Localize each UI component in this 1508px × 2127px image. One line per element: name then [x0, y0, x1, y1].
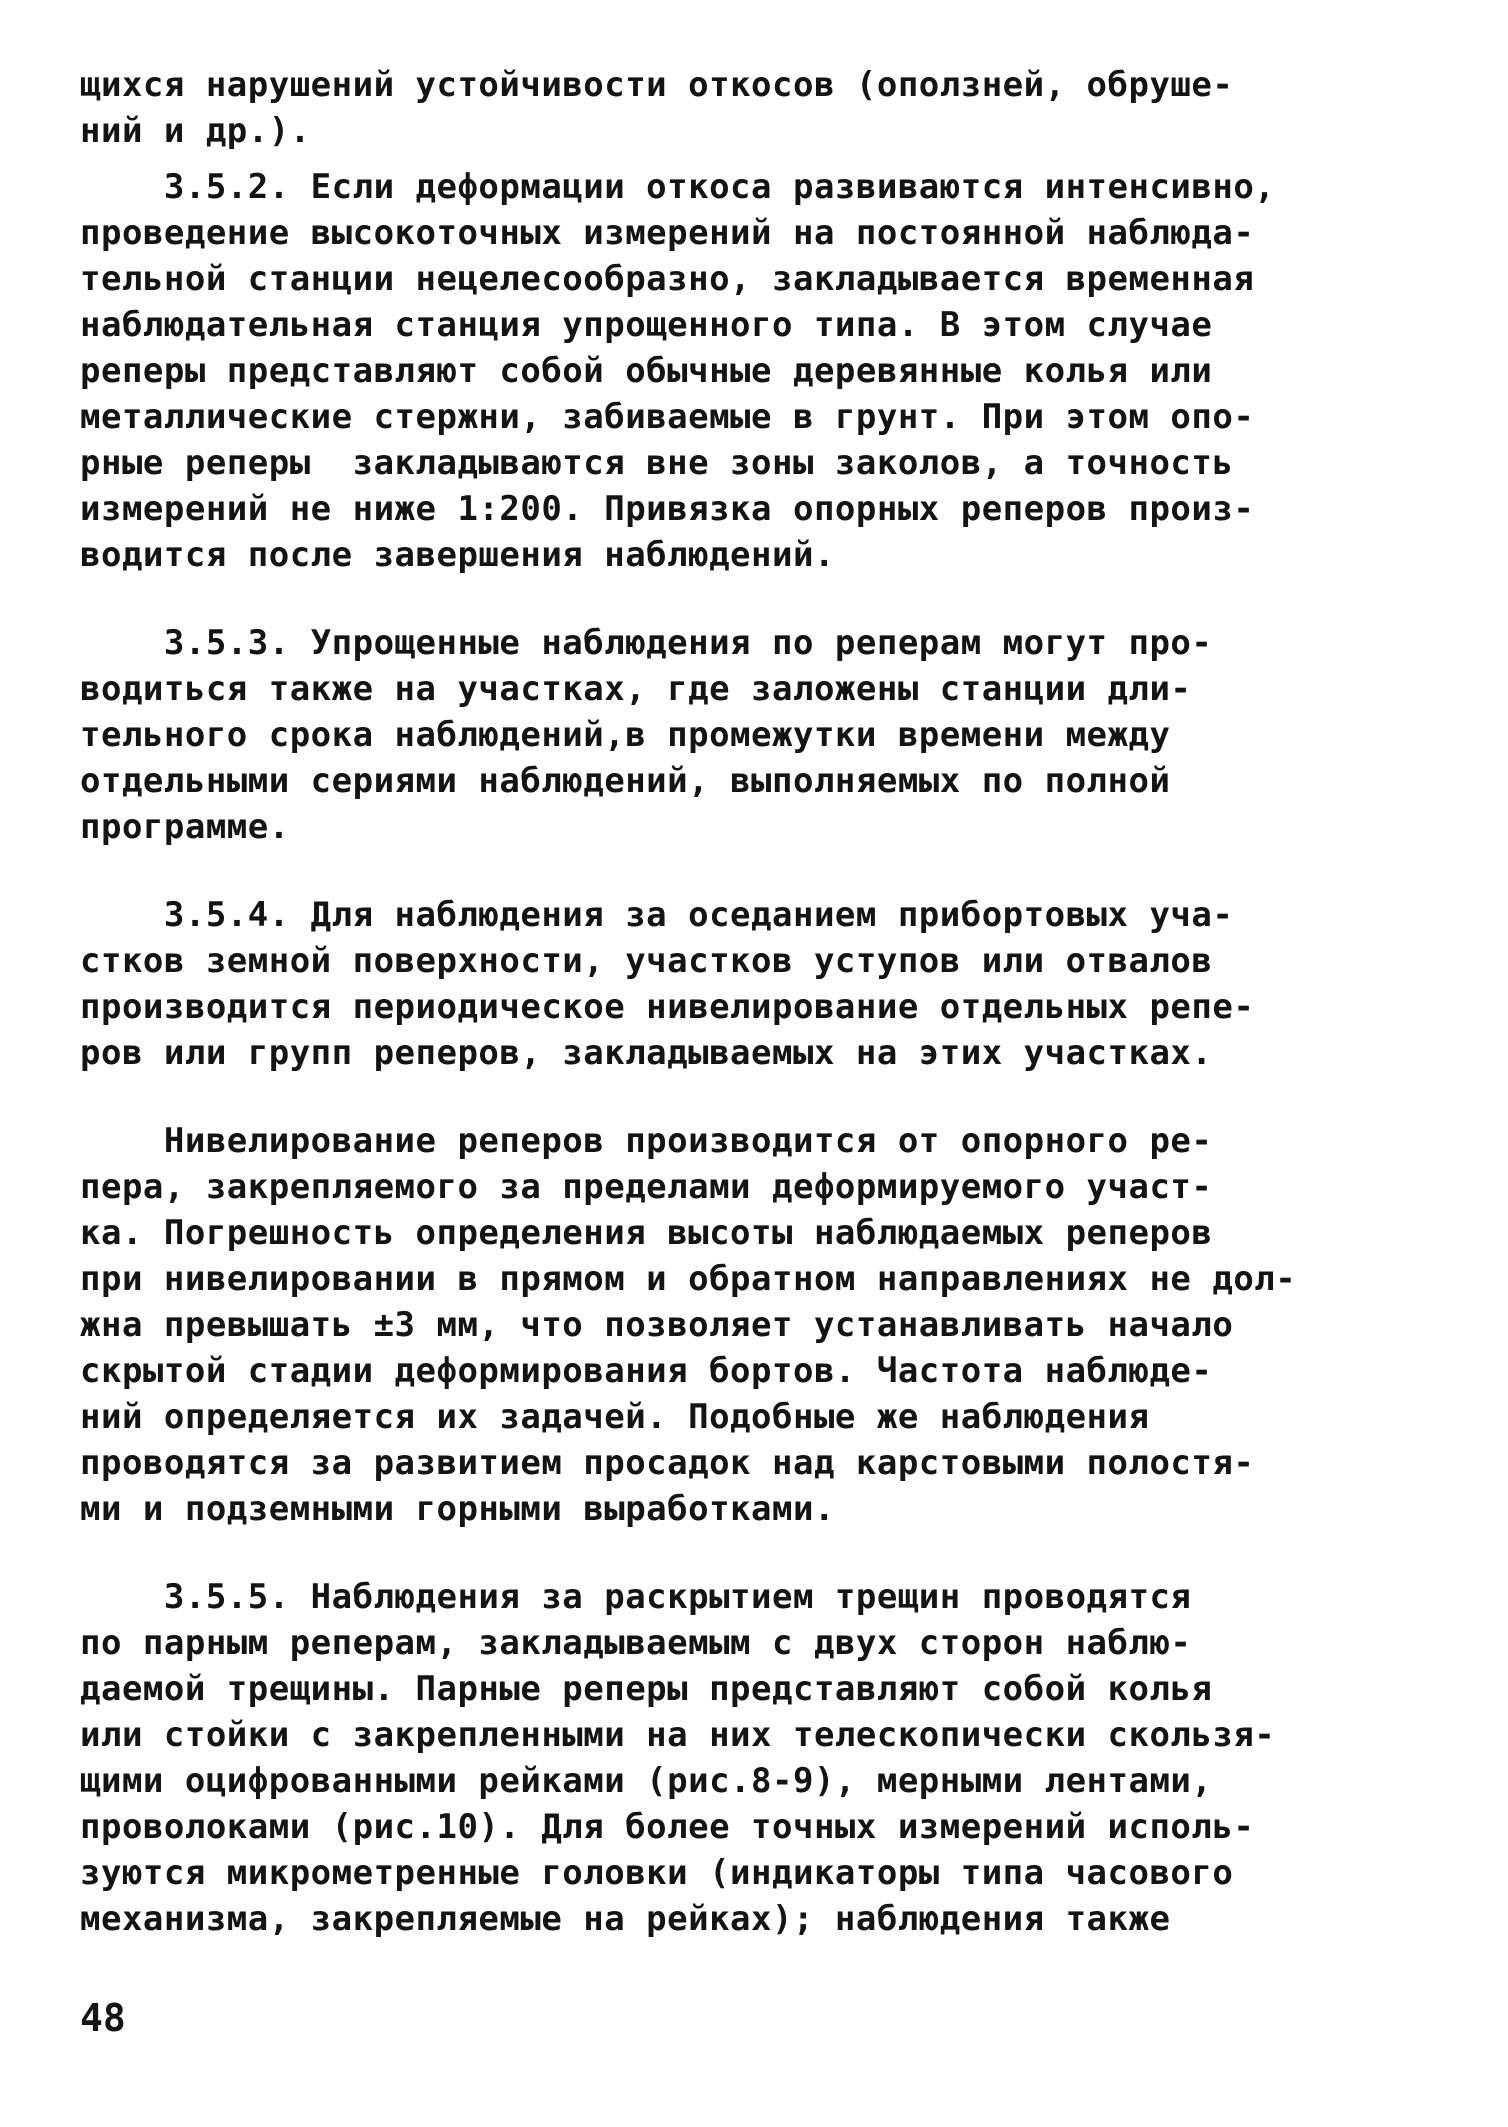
text-line: проволоками (рис.10). Для более точных измерений исполь-	[80, 1807, 1255, 1847]
text-line: металлические стержни, забиваемые в грунт. При этом опо-	[80, 397, 1255, 437]
text-line: 3.5.5. Наблюдения за раскрытием трещин проводятся	[80, 1577, 1192, 1617]
text-line: стков земной поверхности, участков уступов или отвалов	[80, 941, 1213, 981]
text-line: ний определяется их задачей. Подобные же наблюдения	[80, 1397, 1150, 1437]
text-line: ми и подземными горными выработками.	[80, 1489, 835, 1529]
page-number: 48	[80, 1996, 126, 2040]
text-line: ний и др.).	[80, 111, 311, 151]
text-line: водится после завершения наблюдений.	[80, 535, 835, 575]
text-line: или стойки с закрепленными на них телескопически скользя-	[80, 1715, 1276, 1755]
text-line: 3.5.4. Для наблюдения за оседанием прибортовых уча-	[80, 895, 1234, 935]
text-line: 3.5.3. Упрощенные наблюдения по реперам могут про-	[80, 623, 1213, 663]
text-line: проводятся за развитием просадок над карстовыми полостя-	[80, 1443, 1255, 1483]
text-line: отдельными сериями наблюдений, выполняемых по полной	[80, 761, 1171, 801]
text-line: пера, закрепляемого за пределами деформируемого участ-	[80, 1167, 1213, 1207]
text-line: механизма, закрепляемые на рейках); наблюдения также	[80, 1899, 1171, 1939]
text-line: тельной станции нецелесообразно, закладывается временная	[80, 259, 1255, 299]
text-line: наблюдательная станция упрощенного типа. В этом случае	[80, 305, 1213, 345]
text-line: 3.5.2. Если деформации откоса развиваются интенсивно,	[80, 167, 1276, 207]
text-line: скрытой стадии деформирования бортов. Частота наблюде-	[80, 1351, 1213, 1391]
text-line: щими оцифрованными рейками (рис.8-9), мерными лентами,	[80, 1761, 1213, 1801]
text-line: даемой трещины. Парные реперы представляют собой колья	[80, 1669, 1213, 1709]
text-line: жна превышать ±3 мм, что позволяет устанавливать начало	[80, 1305, 1234, 1345]
text-line: проведение высокоточных измерений на постоянной наблюда-	[80, 213, 1255, 253]
text-line: ка. Погрешность определения высоты наблюдаемых реперов	[80, 1213, 1213, 1253]
text-line: реперы представляют собой обычные деревянные колья или	[80, 351, 1213, 391]
text-line: тельного срока наблюдений,в промежутки времени между	[80, 715, 1171, 755]
text-line: производится периодическое нивелирование отдельных репе-	[80, 987, 1255, 1027]
text-line: рные реперы закладываются вне зоны заколов, а точность	[80, 443, 1234, 483]
text-line: программе.	[80, 807, 290, 847]
text-line: зуются микрометренные головки (индикаторы типа часового	[80, 1853, 1234, 1893]
text-line: при нивелировании в прямом и обратном направлениях не дол-	[80, 1259, 1297, 1299]
text-line: измерений не ниже 1:200. Привязка опорных реперов произ-	[80, 489, 1255, 529]
text-line: щихся нарушений устойчивости откосов (оползней, обруше-	[80, 65, 1234, 105]
text-line: по парным реперам, закладываемым с двух сторон наблю-	[80, 1623, 1192, 1663]
text-line: Нивелирование реперов производится от опорного ре-	[80, 1121, 1213, 1161]
text-line: ров или групп реперов, закладываемых на этих участках.	[80, 1033, 1213, 1073]
text-line: водиться также на участках, где заложены станции дли-	[80, 669, 1192, 709]
